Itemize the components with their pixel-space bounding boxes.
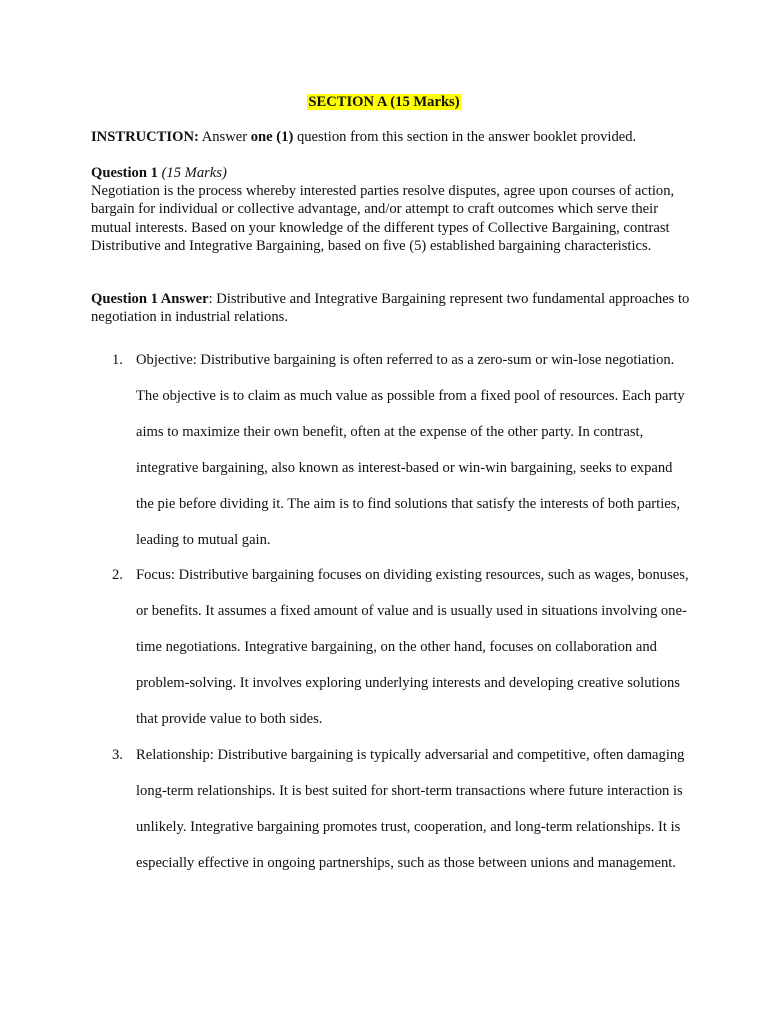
- list-item-number: 1.: [112, 352, 123, 368]
- instruction-text-after: question from this section in the answer booklet provided.: [293, 129, 637, 145]
- section-heading-row: [0, 93, 768, 112]
- answer-list: [91, 343, 691, 882]
- instruction-text-before: Answer: [198, 129, 251, 145]
- question-title: Question 1: [91, 165, 158, 181]
- list-item-number: 3.: [112, 746, 123, 763]
- list-item: [91, 558, 691, 738]
- answer-title: Question 1 Answer: [91, 291, 209, 307]
- instruction-paragraph: [91, 128, 691, 146]
- question-body: Negotiation is the process whereby interested parties resolve disputes, agree upon courses of action, bargain for individual or collective advantage, and/or attempt to craft outcomes which serve their mutual interests. Based on your knowledge of the different types of Collective Bargaining, contrast Distributive and Integrative Bargaining, based on five (5) established bargaining characteristics.: [91, 183, 675, 254]
- list-item: [91, 343, 691, 558]
- list-item-text: Focus: Distributive bargaining focuses on dividing existing resources, such as wages, bonuses, or benefits. It assumes a fixed amount of value and is usually used in situations involving one-time negotiations. Integrative bargaining, on the other hand, focuses on collaboration and problem-solving. It involves exploring underlying interests and developing creative solutions that provide value to both sides.: [136, 567, 689, 728]
- list-item-number: 2.: [112, 567, 123, 584]
- question-heading: [91, 164, 691, 182]
- answer-intro-paragraph: [91, 290, 691, 326]
- question-block: [91, 164, 691, 255]
- list-item: [91, 738, 691, 882]
- instruction-emphasis: one (1): [250, 129, 294, 145]
- list-item-text: Objective: Distributive bargaining is often referred to as a zero-sum or win-lose negotiation. The objective is to claim as much value as possible from a fixed pool of resources. Each party aims to maximize their own benefit, often at the expense of the other party. In contrast, integrative bargaining, also known as interest-based or win-win bargaining, seeks to expand the pie before dividing it. The aim is to find solutions that satisfy the interests of both parties, leading to mutual gain.: [136, 352, 685, 548]
- answer-intro-text: : Distributive and Integrative Bargaining represent two fundamental approaches to negotiation in industrial relations.: [91, 291, 690, 326]
- list-item-text: Relationship: Distributive bargaining is typically adversarial and competitive, often damaging long-term relationships. It is best suited for short-term transactions where future interaction is unlikely. Integrative bargaining promotes trust, cooperation, and long-term relationships. It is especially effective in ongoing partnerships, such as those between unions and management.: [136, 746, 685, 871]
- section-heading: SECTION A (15 Marks): [308, 94, 460, 110]
- instruction-label: INSTRUCTION:: [91, 129, 199, 145]
- question-marks: (15 Marks): [161, 165, 227, 181]
